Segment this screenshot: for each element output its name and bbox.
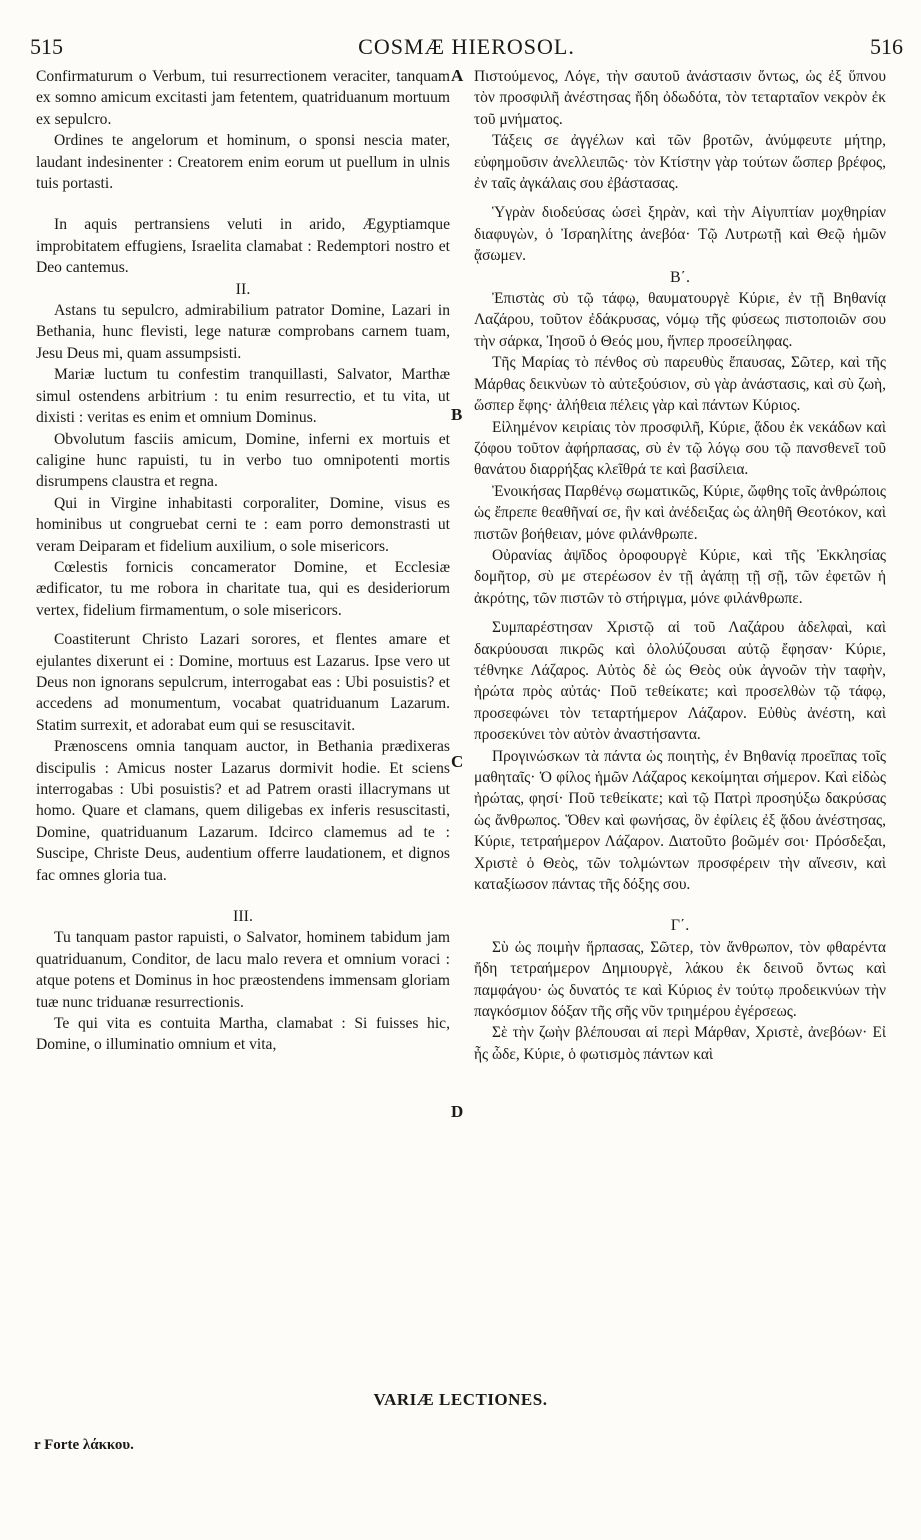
section-heading: II. xyxy=(235,280,251,298)
margin-marker-d: D xyxy=(451,1102,464,1121)
latin-paragraph: In aquis pertransiens veluti in arido, Ægyptiamque improbitatem effugiens, Israelita clamabat : Redemptori nostro et Deo cantemus. xyxy=(36,216,450,277)
greek-paragraph: Ἐνοικήσας Παρθένῳ σωματικῶς, Κύριε, ὤφθης τοῖς ἀνθρώποις ὡς ἔπρεπε θεαθῆναί σε, ἣν καὶ ἀνέδειξας ὡς ἀληθῆ Θεοτόκον, καὶ πιστῶν βοήθειαν, μόνε φιλάνθρωπε. xyxy=(474,482,886,543)
page-header xyxy=(30,34,903,64)
greek-paragraph: Πιστούμενος, Λόγε, τὴν σαυτοῦ ἀνάστασιν ὄντως, ὡς ἐξ ὕπνου τὸν προσφιλῆ ἀνέστησας ἤδη ὀδωδότα, τὸν τεταρταῖον νεκρὸν ἐκ τοῦ μνήματος. xyxy=(474,68,886,128)
latin-paragraph: Coastiterunt Christo Lazari sorores, et flentes amare et ejulantes dixerunt ei : Domine, mortuus est Lazarus. Ipse vero ut Deus non ignorans sepulcrum, interrogabat eas : Ubi posuistis? et accedens ad monumentum, vocabat quatriduanum Lazarum. Statim surrexit, et adorabat eum qui se resuscitavit. xyxy=(36,631,450,734)
greek-paragraph: Σὺ ὡς ποιμὴν ἥρπασας, Σῶτερ, τὸν ἄνθρωπον, τὸν φθαρέντα ἤδη τετραήμερον Δημιουργὲ, λάκου ἐκ δεινοῦ ὄντως καὶ παμφάγου· ὡς δυνατός τε καὶ Κύριος ἐν τούτῳ προδεικνύων τὴν παγκόσμιον δόξαν τῆς σῆς νῦν τριημέρου ἐγέρσεως. xyxy=(474,938,886,1021)
running-title: COSMÆ HIEROSOL. xyxy=(358,34,575,59)
greek-paragraph: Εἰλημένον κειρίαις τὸν προσφιλῆ, Κύριε, ᾅδου ἐκ νεκάδων καὶ ζόφου τοῦτον ἀφήρπασας, σὺ ἐν τῷ λόγῳ σου τῷ πανσθενεῖ τοῦ θανάτου διαρρήξας κλεῖθρά τε καὶ βασίλεια. xyxy=(474,418,886,479)
section-heading: Β΄. xyxy=(670,268,690,286)
margin-marker-b: B xyxy=(451,405,463,424)
section-heading: Γ΄. xyxy=(670,917,690,935)
greek-paragraph: Προγινώσκων τὰ πάντα ὡς ποιητὴς, ἐν Βηθανίᾳ προεῖπας τοῖς μαθηταῖς· Ὁ φίλος ἡμῶν Λάζαρος κεκοίμηται σήμερον. Καὶ εἰδὼς ἠρώτας, φησί· Ποῦ τεθείκατε; καὶ τῷ Πατρὶ προσηύξω δακρύσας ὡς ἄνθρωπος. Ὅθεν καὶ φωνήσας, ὃν ἐφίλεις ἐξ ᾅδου ἀνέστησας, Κύριε, τετραήμερον Λάζαρον. Διατοῦτο βοῶμέν σοι· Πρόσδεξαι, Χριστὲ ὁ Θεὸς, τῶν τολμώντων προσφέρειν τὴν αἴνεσιν, καὶ καταξίωσον πάντας τῆς δόξης σου. xyxy=(474,747,886,894)
section-heading: III. xyxy=(233,908,253,926)
latin-paragraph: Confirmaturum o Verbum, tui resurrectionem veraciter, tanquam ex somno amicum excitasti jam fetentem, quatriduanum mortuum ex sepulcro. xyxy=(36,68,450,128)
greek-paragraph: Σὲ τὴν ζωὴν βλέπουσαι αἱ περὶ Μάρθαν, Χριστὲ, ἀνεβόων· Εἰ ἦς ὧδε, Κύριε, ὁ φωτισμὸς πάντων καὶ xyxy=(474,1024,886,1063)
page-number-right: 516 xyxy=(870,34,903,59)
greek-paragraph: Τῆς Μαρίας τὸ πένθος σὺ παρευθὺς ἔπαυσας, Σῶτερ, καὶ τῆς Μάρθας δεικνὺων τὸ αὐτεξούσιον, σὺ γὰρ ἀνάστασις, καὶ σὺ ζωὴ, ὥσπερ ἔφης· ἀλήθεια πέλεις γὰρ καὶ πάντων Κύριος. xyxy=(474,354,886,415)
greek-column xyxy=(474,66,886,1065)
footnote: r Forte λάκκου. xyxy=(34,1437,134,1453)
greek-paragraph: Συμπαρέστησαν Χριστῷ αἱ τοῦ Λαζάρου ἀδελφαὶ, καὶ δακρύουσαι πικρῶς καὶ ὀλολύζουσαι αὐτῷ ἔφησαν· Κύριε, τέθνηκε Λάζαρος. Αὐτὸς δὲ ὡς Θεὸς οὐκ ἀγνοῶν τὴν ταφὴν, ἠρώτα πρὸς αὐτάς· Ποῦ τεθείκατε; καὶ προσελθὼν τῷ τάφῳ, προσεφώνει τὸν τεταρτήμερον Λάζαρον. Εὐθὺς ἀνέστη, καὶ προσεκύνει τὸν αὐτὸν ἀναστήσαντα. xyxy=(474,619,886,744)
greek-paragraph: Ἐπιστὰς σὺ τῷ τάφῳ, θαυματουργὲ Κύριε, ἐν τῇ Βηθανίᾳ Λαζάρου, τοῦτον ἐδάκρυσας, νόμῳ τῆς φύσεως πιστοποιῶν σου τὴν σάρκα, Ἰησοῦ ὁ Θεός μου, ἥνπερ προσείληφας. xyxy=(474,290,886,350)
latin-paragraph: Qui in Virgine inhabitasti corporaliter, Domine, visus es hominibus ut congruebat cerni te : eam porro demonstrasti ut veram Deiparam et fidelium auxilium, o sole misericors. xyxy=(36,494,450,555)
margin-marker-c: C xyxy=(451,752,464,771)
latin-paragraph: Te qui vita es contuita Martha, clamabat : Si fuisses hic, Domine, o illuminatio omnium et vita, xyxy=(36,1015,450,1054)
latin-paragraph: Prænoscens omnia tanquam auctor, in Bethania prædixeras discipulis : Amicus noster Lazarus dormivit hodie. Et sciens interrogabas : Ubi posuistis? et ad Patrem orasti illacrymans ut homo. Quare et clamans, quem diligebas ex inferis resuscitasti, Domine, quatriduanum Lazarum. Idcirco clamemus ad te : Suscipe, Christe Deus, audentium offerre laudationem, et dignos fac omnes gloria tua. xyxy=(36,738,450,884)
latin-paragraph: Mariæ luctum tu confestim tranquillasti, Salvator, Marthæ simul ostendens arbitrium : tu enim resurrectio, et tu vita, ut dixisti : veritas es enim et omnium Dominus. xyxy=(36,366,450,427)
variae-lectiones-heading: VARIÆ LECTIONES. xyxy=(373,1390,548,1409)
latin-column xyxy=(36,66,450,1056)
greek-paragraph: Τάξεις σε ἀγγέλων καὶ τῶν βροτῶν, ἀνύμφευτε μήτηρ, εὐφημοῦσιν ἀνελλειπῶς· τὸν Κτίστην γὰρ τούτων ὥσπερ βρέφος, ἐν ταῖς ἀγκάλαις σου ἐβάστασας. xyxy=(474,132,886,193)
latin-paragraph: Tu tanquam pastor rapuisti, o Salvator, hominem tabidum jam quatriduanum, Conditor, de lacu malo revera et omnium voraci : atque potens et Dominus in hoc præostendens immensam gloriam tuæ nunc triduanæ resurrectionis. xyxy=(36,929,450,1011)
latin-paragraph: Cœlestis fornicis concamerator Domine, et Ecclesiæ ædificator, tu me robora in charitate tua, qui es desideriorum vertex, fidelium firmamentum, o sole misericors. xyxy=(36,558,450,619)
greek-paragraph: Ὑγρὰν διοδεύσας ὡσεὶ ξηρὰν, καὶ τὴν Αἰγυπτίαν μοχθηρίαν διαφυγὼν, ὁ Ἰσραηλίτης ἀνεβόα· Τῷ Λυτρωτῇ καὶ Θεῷ ἡμῶν ᾄσωμεν. xyxy=(474,204,886,265)
page-number-left: 515 xyxy=(30,34,63,59)
latin-paragraph: Obvolutum fasciis amicum, Domine, inferni ex mortuis et caligine hunc rapuisti, tu in verbo tuo omnipotenti mortis disrumpens claustra et regna. xyxy=(36,430,450,491)
latin-paragraph: Ordines te angelorum et hominum, o sponsi nescia mater, laudant indesinenter : Creatorem enim eorum ut puellum in ulnis tuis portasti. xyxy=(36,132,450,193)
greek-paragraph: Οὐρανίας ἀψῖδος ὀροφουργὲ Κύριε, καὶ τῆς Ἐκκλησίας δομῆτορ, σὺ με στερέωσον ἐν τῇ ἀγάπῃ τῇ σῇ, τῶν ἐφετῶν ἡ ἀκρότης, τῶν πιστῶν τὸ στήριγμα, μόνε φιλάνθρωπε. xyxy=(474,546,886,607)
latin-paragraph: Astans tu sepulcro, admirabilium patrator Domine, Lazari in Bethania, hunc flevisti, lege naturæ comprobans carnem tuam, Jesu Deus mi, quam assumpsisti. xyxy=(36,302,450,362)
margin-marker-a: A xyxy=(451,66,464,85)
